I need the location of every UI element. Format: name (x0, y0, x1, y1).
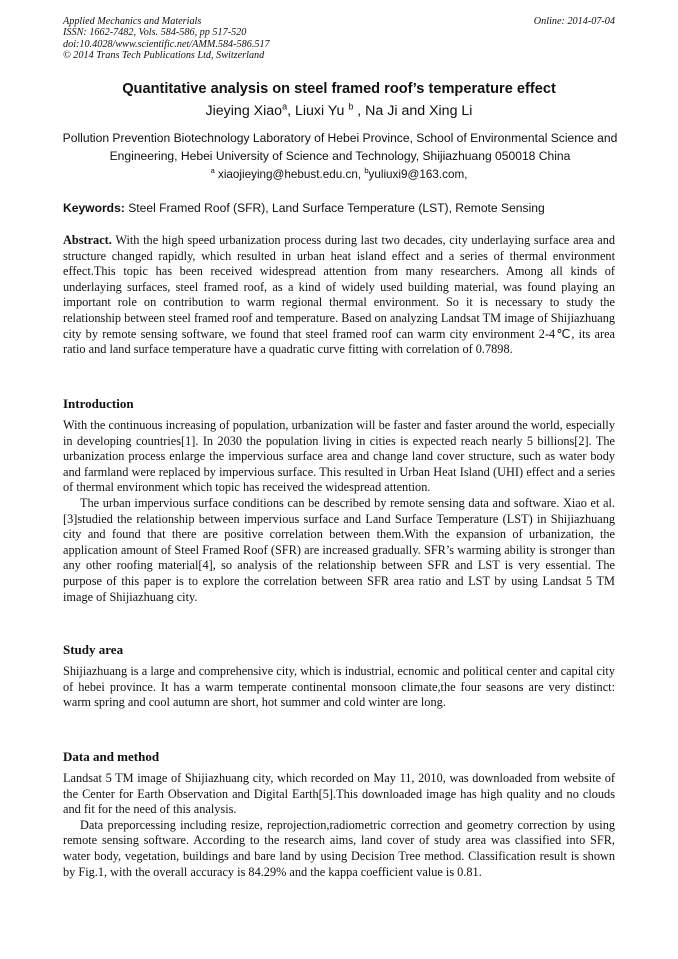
data-method-paragraph-2: Data preporcessing including resize, reprojection,radiometric correction and geometry correction by using remote sensing software. According to the research aims, land cover of study area was classified into SFR, water body, vegetation, buildings and bare land by using Decision Tree method. Classification result is shown by Fig.1, with the overall accuracy is 84.29% and the kappa coefficient value is 0.81. (63, 817, 615, 879)
introduction-body (63, 418, 615, 605)
author-emails (0, 168, 678, 181)
journal-name: Applied Mechanics and Materials (63, 16, 202, 27)
copyright-line: © 2014 Trans Tech Publications Ltd, Switzerland (63, 49, 265, 61)
abstract (63, 233, 615, 358)
author-list (0, 103, 678, 119)
introduction-paragraph-1: With the continuous increasing of population, urbanization will be faster and faster around the world, especially in developing countries[1]. In 2030 the population living in cities is expected reach nearly 5 billions[2]. The urbanization process enlarge the impervious surface area and change land cover structure, such as water body and farmland were replaced by impervious surface. This resulted in Urban Heat Island (UHI) effect and a series of thermal environment which topic has received the widespread attention. (63, 418, 615, 495)
abstract-text: With the high speed urbanization process during last two decades, city underlaying surface area and structure changed rapidly, which resulted in urban heat island effect and a series of thermal environment effect.This topic has been received widespread attention from many researchers. Among all kinds of underlaying surfaces, steel framed roof, as a kind of widely used building material, was found playing an important role on contribution to warm regional thermal environment. So it is necessary to study the relationship between steel framed roof and temperature. Based on analyzing Landsat TM image of Shijiazhuang city by remote sensing software, we found that steel framed roof can warm city environment 2-4℃, its area ratio and land surface temperature have a quadratic curve fitting with correlation of 0.7898. (63, 233, 615, 357)
author-1: Jieying Xiao (205, 103, 283, 119)
doi-line: doi:10.4028/www.scientific.net/AMM.584-586.517 (63, 38, 270, 50)
data-method-body (63, 771, 615, 880)
author-2-mark: b (348, 101, 354, 112)
introduction-heading: Introduction (63, 396, 134, 411)
email-b: yuliuxi9@163.com, (368, 168, 468, 181)
keywords (63, 201, 545, 215)
author-separator: , Liuxi Yu (287, 103, 349, 119)
keywords-text: Steel Framed Roof (SFR), Land Surface Temperature (LST), Remote Sensing (124, 201, 545, 215)
issn-line: ISSN: 1662-7482, Vols. 584-586, pp 517-520 (63, 27, 247, 39)
affiliation: Pollution Prevention Biotechnology Laboratory of Hebei Province, School of Environmental Science and Engineering, Hebei University of Science and Technology, Shijiazhuang 050018 China (62, 131, 618, 163)
email-b-mark: b (364, 166, 369, 176)
abstract-label: Abstract. (63, 233, 112, 247)
keywords-label: Keywords: (63, 201, 125, 215)
email-a-mark: a (210, 166, 215, 176)
journal-header (63, 16, 270, 61)
introduction-paragraph-2: The urban impervious surface conditions can be described by remote sensing data and software. Xiao et al.[3]studied the relationship between impervious surface and Land Surface Temperature (LST) in Shijiazhuang city and found that there are positive correlation between them.With the expansion of urbanization, the application amount of Steel Framed Roof (SFR) are increased gradually. SFR’s warming ability is stronger than any other roofing material[4], so analysis of the relationship between SFR and LST is very essential. The purpose of this paper is to explore the correlation between SFR area ratio and LST by using Landsat 5 TM image of Shijiazhuang city. (63, 495, 615, 604)
authors-rest: , Na Ji and Xing Li (353, 103, 473, 119)
email-a: xiaojieying@hebust.edu.cn, (214, 168, 365, 181)
study-area-paragraph: Shijiazhuang is a large and comprehensive city, which is industrial, ecnomic and political center and capital city of hebei province. It has a warm temperate continental monsoon climate,the four seasons are very distinct: warm spring and cool autumn are short, hot summer and cold winter are long. (63, 664, 615, 710)
study-area-body (63, 664, 615, 711)
study-area-heading: Study area (63, 642, 124, 657)
online-date: Online: 2014-07-04 (533, 16, 615, 27)
data-method-paragraph-1: Landsat 5 TM image of Shijiazhuang city, which recorded on May 11, 2010, was downloaded from website of the Center for Earth Observation and Digital Earth[5].This downloaded image has high quality and no clouds and fit for the need of this analysis. (63, 771, 615, 817)
data-method-heading: Data and method (63, 749, 160, 764)
author-1-mark: a (282, 101, 288, 112)
paper-title: Quantitative analysis on steel framed roof’s temperature effect (122, 81, 556, 97)
